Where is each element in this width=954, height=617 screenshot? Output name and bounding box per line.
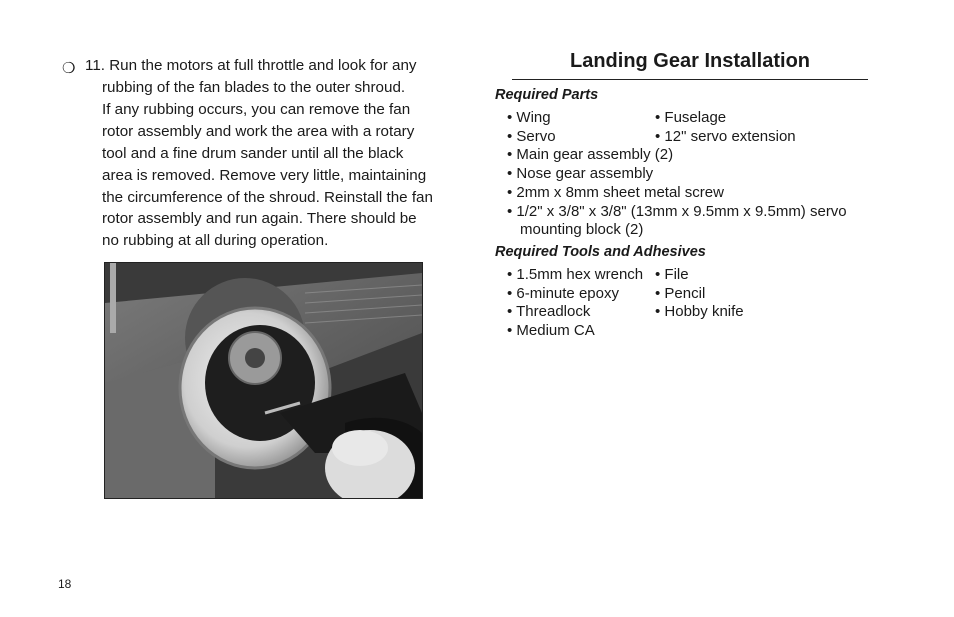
list-item: • Threadlock <box>507 303 591 320</box>
list-item: • Servo <box>507 128 556 145</box>
list-item: • 2mm x 8mm sheet metal screw <box>507 184 724 201</box>
step-line: no rubbing at all during operation. <box>102 232 329 250</box>
page-number: 18 <box>58 577 72 591</box>
step-line: rubbing of the fan blades to the outer shroud. <box>102 79 406 96</box>
list-item: • Pencil <box>655 285 706 302</box>
step-line: the circumference of the shroud. Reinstall the fan <box>102 188 433 206</box>
list-item: mounting block (2) <box>520 221 644 238</box>
step-first-line: 11. Run the motors at full throttle and look for any <box>85 57 417 74</box>
list-item: • Main gear assembly (2) <box>507 146 674 163</box>
list-item: • File <box>655 266 689 283</box>
list-item: • Wing <box>507 109 551 126</box>
parts-heading: Required Parts <box>495 87 599 103</box>
list-item: • 12" servo extension <box>655 128 796 145</box>
step-line: If any rubbing occurs, you can remove the fan <box>102 100 411 118</box>
list-item: • 1/2" x 3/8" x 3/8" (13mm x 9.5mm x 9.5mm) servo <box>507 203 847 220</box>
list-item: • Fuselage <box>655 109 727 126</box>
step-line: tool and a fine drum sander until all the black <box>102 144 404 162</box>
fan-shroud-photo <box>104 262 423 499</box>
tools-heading: Required Tools and Adhesives <box>495 244 706 260</box>
step-body <box>102 77 432 252</box>
step-line: rotor assembly and run again. There should be <box>102 210 417 228</box>
title-divider <box>512 79 868 80</box>
step-line: rotor assembly and work the area with a rotary <box>102 122 415 140</box>
list-item: • Medium CA <box>507 322 595 339</box>
step-line: area is removed. Remove very little, maintaining <box>102 166 427 184</box>
checkbox-icon[interactable]: ❍ <box>62 60 76 77</box>
list-item: • Nose gear assembly <box>507 165 654 182</box>
list-item: • 6-minute epoxy <box>507 285 619 302</box>
section-title: Landing Gear Installation <box>569 50 811 72</box>
list-item: • Hobby knife <box>655 303 744 320</box>
list-item: • 1.5mm hex wrench <box>507 266 644 283</box>
